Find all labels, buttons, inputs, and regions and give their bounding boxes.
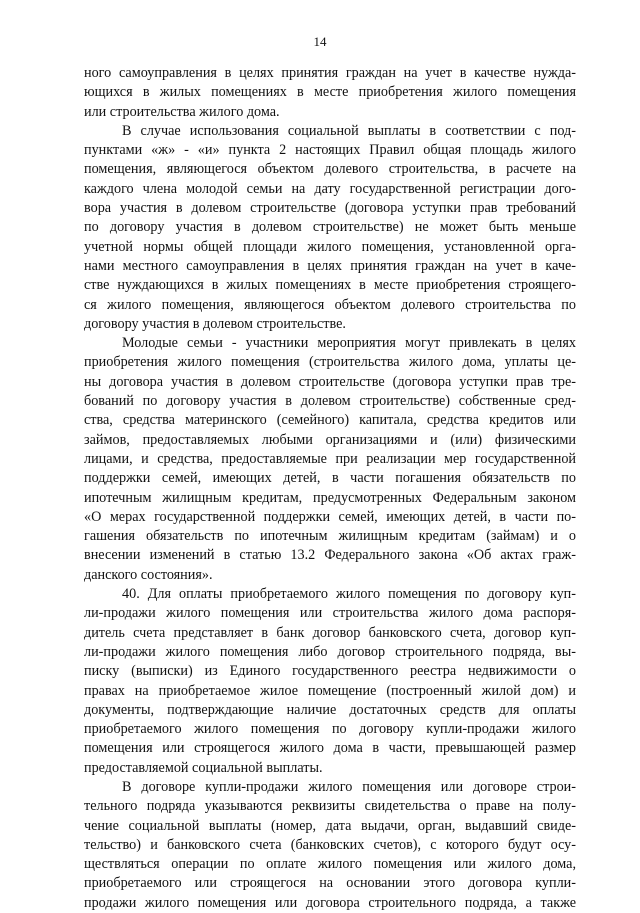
text-line: вора участия в долевом строительстве (договора уступки прав требований [84,200,576,217]
text-line: ся жилого помещения, являющегося объектом долевого строительства по [84,296,576,313]
text-line: В договоре купли-продажи жилого помещения или договоре строи- [122,778,576,795]
paragraph [84,334,576,585]
text-line: приобретения жилого помещения (строительства жилого дома, уплаты це- [84,354,576,371]
paragraph [84,64,576,122]
text-line: тельного подряда указываются реквизиты свидетельства о праве на полу- [84,798,576,815]
text-line: данского состояния». [84,566,213,583]
text-line: чение социальной выплаты (номер, дата выдачи, орган, выдавший свиде- [84,817,576,834]
text-line: или строительства жилого дома. [84,103,280,120]
text-line: ющихся в жилых помещениях в месте приобретения жилого помещения [84,84,576,101]
paragraph [84,585,576,778]
text-line: писку (выписки) из Единого государственного реестра недвижимости о [84,663,576,680]
text-line: продажи жилого помещения или договора строительного подряда, а также [84,894,576,911]
text-line: тельство) и банковского счета (банковских счетов), с которого будут осу- [84,836,576,853]
paragraph [84,122,576,334]
text-line: лицами, и средства, предоставляемые при реализации мер государственной [84,450,576,467]
text-line: ного самоуправления в целях принятия граждан на учет в качестве нужда- [84,65,576,81]
text-line: бований по договору участия в долевом строительстве) собственные сред- [84,393,576,410]
text-line: каждого члена молодой семьи на дату государственной регистрации дого- [84,180,576,197]
page-number: 14 [313,34,327,49]
text-line: «О мерах государственной поддержки семей, имеющих детей, в части по- [84,508,576,525]
text-line: дитель счета представляет в банк договор банковского счета, договор куп- [84,624,576,641]
text-line: ществляться операции по оплате жилого помещения или жилого дома, [84,856,576,873]
text-line: правах на приобретаемое жилое помещение (построенный жилой дом) и [84,682,576,699]
text-line: ства, средства материнского (семейного) капитала, средства кредитов или [84,412,576,429]
text-line: ипотечным жилищным кредитам, предусмотренных Федеральным законом [84,489,576,506]
paragraph [84,778,576,913]
text-line: учетной нормы общей площади жилого помещения, установленной орга- [84,238,576,255]
text-line: ны договора участия в долевом строительстве (договора уступки прав тре- [84,373,576,390]
text-line: по договору участия в долевом строительстве) не может быть меньше [84,219,576,236]
text-line: 40. Для оплаты приобретаемого жилого помещения по договору куп- [122,586,576,603]
text-line: ли-продажи жилого помещения либо договор строительного подряда, вы- [84,643,576,660]
text-line: договору участия в долевом строительстве. [84,315,346,332]
text-line: внесении изменений в статью 13.2 Федерального закона «Об актах граж- [84,547,576,564]
text-line: пунктами «ж» - «и» пункта 2 настоящих Правил общая площадь жилого [84,142,576,159]
text-line: нами местного самоуправления в целях принятия граждан на учет в каче- [84,257,576,274]
text-line: займов, предоставляемых любыми организациями и (или) физическими [84,431,576,448]
text-line: помещения или строящегося жилого дома в части, превышающей размер [84,740,576,757]
text-line: приобретаемого или строящегося на основании этого договора купли- [84,875,576,892]
text-line: Молодые семьи - участники мероприятия могут привлекать в целях [122,335,576,352]
text-line: приобретаемого жилого помещения по договору купли-продажи жилого [84,721,576,738]
text-line: ли-продажи жилого помещения или строительства жилого дома распоря- [84,605,576,622]
text-line: предоставляемой социальной выплаты. [84,759,323,776]
text-line: помещения, являющегося объектом долевого строительства, в расчете на [84,161,576,178]
text-line: поддержки семей, имеющих детей, в части погашения обязательств по [84,470,576,487]
document-body [84,64,576,913]
text-line: стве нуждающихся в жилых помещениях в месте приобретения строящего- [84,277,576,294]
text-line: документы, подтверждающие наличие достаточных средств для оплаты [84,701,576,718]
text-line: гашения обязательств по ипотечным жилищным кредитам (займам) и о [84,528,576,545]
text-line: В случае использования социальной выплаты в соответствии с под- [122,122,576,139]
